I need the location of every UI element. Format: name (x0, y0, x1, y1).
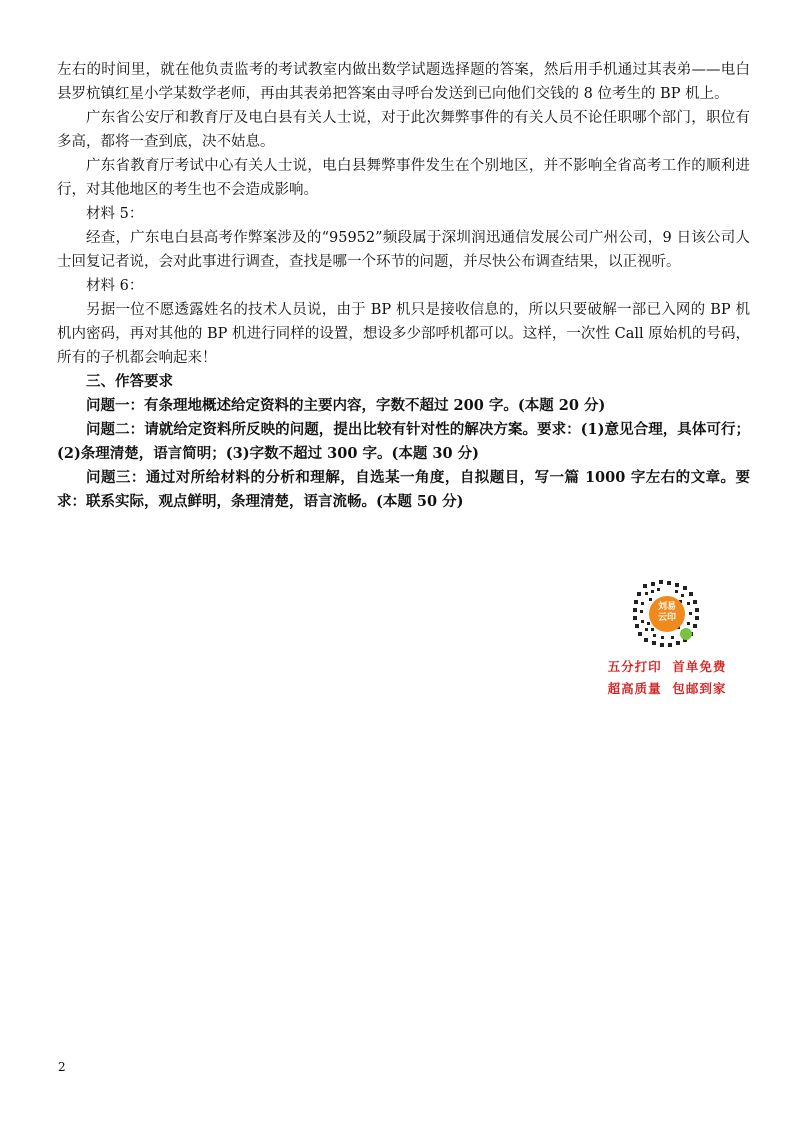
qr-promo (597, 578, 737, 700)
qr-code-icon (631, 578, 703, 650)
paragraph-3: 广东省教育厅考试中心有关人士说，电白县舞弊事件发生在个别地区，并不影响全省高考工作的顺利进行，对其他地区的考生也不会造成影响。 (57, 158, 750, 198)
qr-caption-line1: 五分打印 首单免费 (607, 659, 727, 674)
qr-caption (597, 656, 737, 700)
question-1: 问题一：有条理地概述给定资料的主要内容，字数不超过 200 字。(本题 20 分) (86, 397, 606, 414)
qr-logo-line1: 刘易 (657, 602, 676, 612)
question-3: 问题三：通过对所给材料的分析和理解，自选某一角度，自拟题目，写一篇 1000 字左右的文章。要求：联系实际，观点鲜明，条理清楚，语言流畅。(本题 50 分) (57, 469, 750, 510)
material-5-heading: 材料 5： (86, 206, 144, 222)
qr-logo-line2: 云印 (657, 613, 676, 623)
paragraph-1: 左右的时间里，就在他负责监考的考试教室内做出数学试题选择题的答案，然后用手机通过其表弟——电白县罗杭镇红星小学某数学老师，再由其表弟把答案由寻呼台发送到已向他们交钱的 8 位考生的 BP 机上。 (57, 62, 750, 102)
question-2: 问题二：请就给定资料所反映的问题，提出比较有针对性的解决方案。要求：(1)意见合理，具体可行；(2)条理清楚，语言简明；(3)字数不超过 300 字。(本题 30 分) (57, 421, 750, 462)
qr-logo (653, 602, 681, 624)
page-number: 2 (58, 1060, 66, 1074)
paragraph-5: 另据一位不愿透露姓名的技术人员说，由于 BP 机只是接收信息的，所以只要破解一部已入网的 BP 机机内密码，再对其他的 BP 机进行同样的设置，想设多少部呼机都可以。这样，一次性 Call 原始机的号码，所有的子机都会响起来！ (57, 302, 750, 366)
section-heading: 三、作答要求 (86, 373, 173, 390)
document-body (57, 58, 750, 514)
qr-caption-line2: 超高质量 包邮到家 (607, 681, 727, 696)
material-6-heading: 材料 6： (86, 278, 144, 294)
paragraph-2: 广东省公安厅和教育厅及电白县有关人士说，对于此次舞弊事件的有关人员不论任职哪个部门，职位有多高，都将一查到底，决不姑息。 (57, 110, 750, 150)
paragraph-4: 经查，广东电白县高考作弊案涉及的“95952”频段属于深圳润迅通信发展公司广州公司，9 日该公司人士回复记者说，会对此事进行调查，查找是哪一个环节的问题，并尽快公布调查结果，以正视听。 (57, 230, 750, 270)
